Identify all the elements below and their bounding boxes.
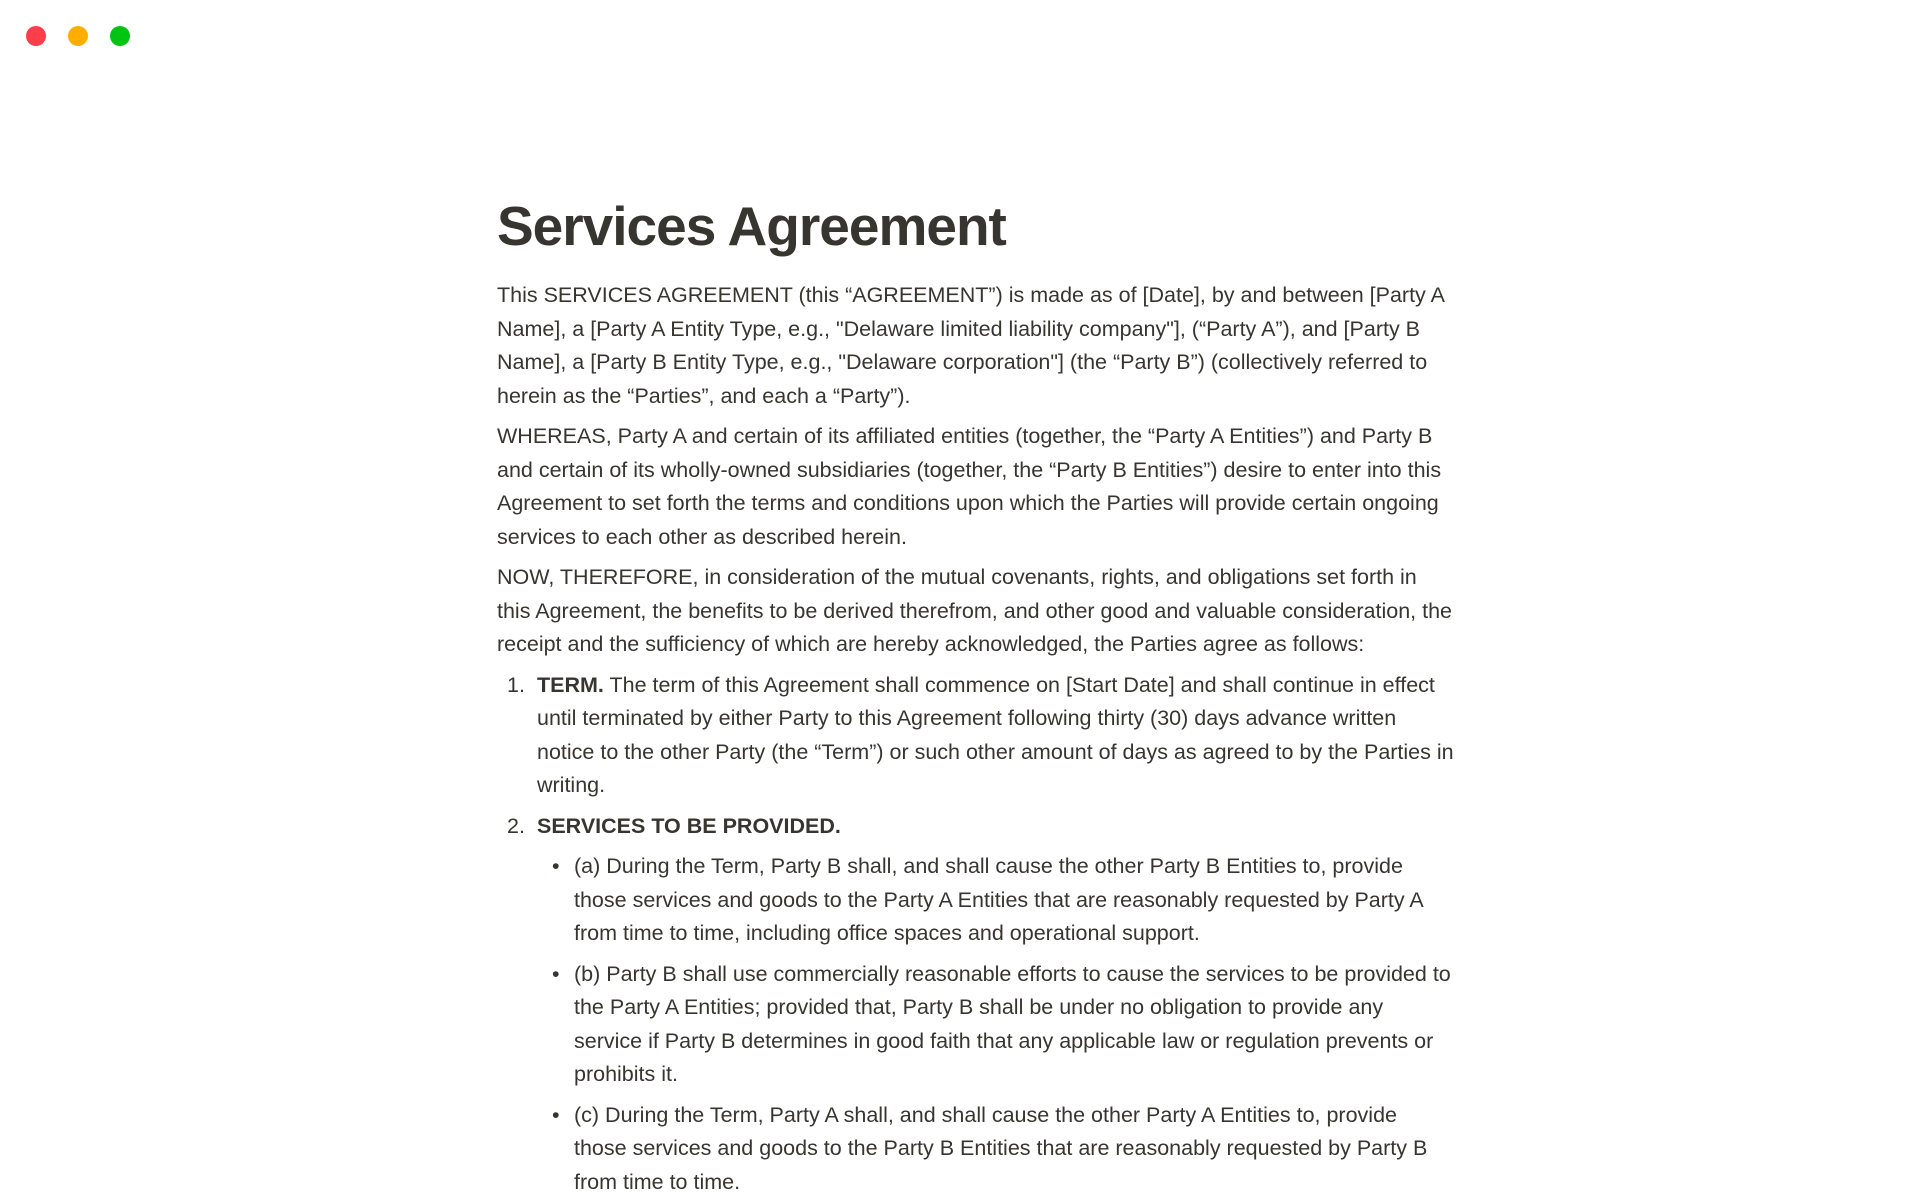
bullet-item-b[interactable] bbox=[497, 958, 1455, 1092]
list-item-term[interactable] bbox=[497, 669, 1455, 803]
bullet-marker-icon: • bbox=[552, 961, 560, 986]
paragraph-whereas[interactable]: WHEREAS, Party A and certain of its affiliated entities (together, the “Party A Entities”) and Party B and certain of its wholly-owned subsidiaries (together, the “Party B Entities”) desire to enter into this Agreement to set forth the terms and conditions upon which the Parties will provide certain ongoing services to each other as described herein. bbox=[497, 424, 1442, 549]
bullet-marker-icon: • bbox=[552, 1102, 560, 1127]
list-item-services[interactable] bbox=[497, 810, 1455, 844]
bullet-marker-icon: • bbox=[552, 854, 560, 878]
bullet-item-a[interactable] bbox=[497, 850, 1455, 951]
paragraph-preamble[interactable]: This SERVICES AGREEMENT (this “AGREEMENT”) is made as of [Date], by and between [Party A Name], a [Party A Entity Type, e.g., "Delaware limited liability company"], (“Party A”), and [Party B Name], a [Party B Entity Type, e.g., "Delaware corporation"] (the “Party B”) (collectively referred to herein as the “Parties”, and each a “Party”). bbox=[497, 283, 1444, 408]
bullet-item-c[interactable] bbox=[497, 1099, 1455, 1200]
list-number: 1. bbox=[507, 672, 525, 697]
bullet-text[interactable]: (b) Party B shall use commercially reasonable efforts to cause the services to be provided to the Party A Entities; provided that, Party B shall be under no obligation to provide any service if Party B determines in good faith that any applicable law or regulation prevents or prohibits it. bbox=[574, 961, 1451, 1086]
list-item-text[interactable] bbox=[537, 810, 1455, 844]
bullet-list bbox=[497, 850, 1455, 1199]
list-item-text[interactable] bbox=[537, 669, 1455, 803]
numbered-list bbox=[497, 669, 1455, 1200]
list-number: 2. bbox=[507, 813, 525, 838]
bullet-text[interactable]: (c) During the Term, Party A shall, and shall cause the other Party A Entities to, provide those services and goods to the Party B Entities that are reasonably requested by Party B from time to time. bbox=[574, 1102, 1428, 1194]
bullet-text[interactable]: (a) During the Term, Party B shall, and shall cause the other Party B Entities to, provide those services and goods to the Party A Entities that are reasonably requested by Party A from time to time, including office spaces and operational support. bbox=[574, 854, 1423, 945]
page-title[interactable]: Services Agreement bbox=[497, 195, 1006, 257]
paragraph-now-therefore[interactable]: NOW, THEREFORE, in consideration of the mutual covenants, rights, and obligations set forth in this Agreement, the benefits to be derived therefrom, and other good and valuable consideration, the receipt and the sufficiency of which are hereby acknowledged, the Parties agree as follows: bbox=[497, 565, 1452, 656]
list-item-body: The term of this Agreement shall commence on [Start Date] and shall continue in effect until terminated by either Party to this Agreement following thirty (30) days advance written notice to the other Party (the “Term”) or such other amount of days as agreed to by the Parties in writing. bbox=[537, 672, 1454, 797]
list-item-lead: SERVICES TO BE PROVIDED. bbox=[537, 813, 841, 838]
list-item-lead: TERM. bbox=[537, 672, 604, 697]
document-content bbox=[497, 0, 1455, 1199]
